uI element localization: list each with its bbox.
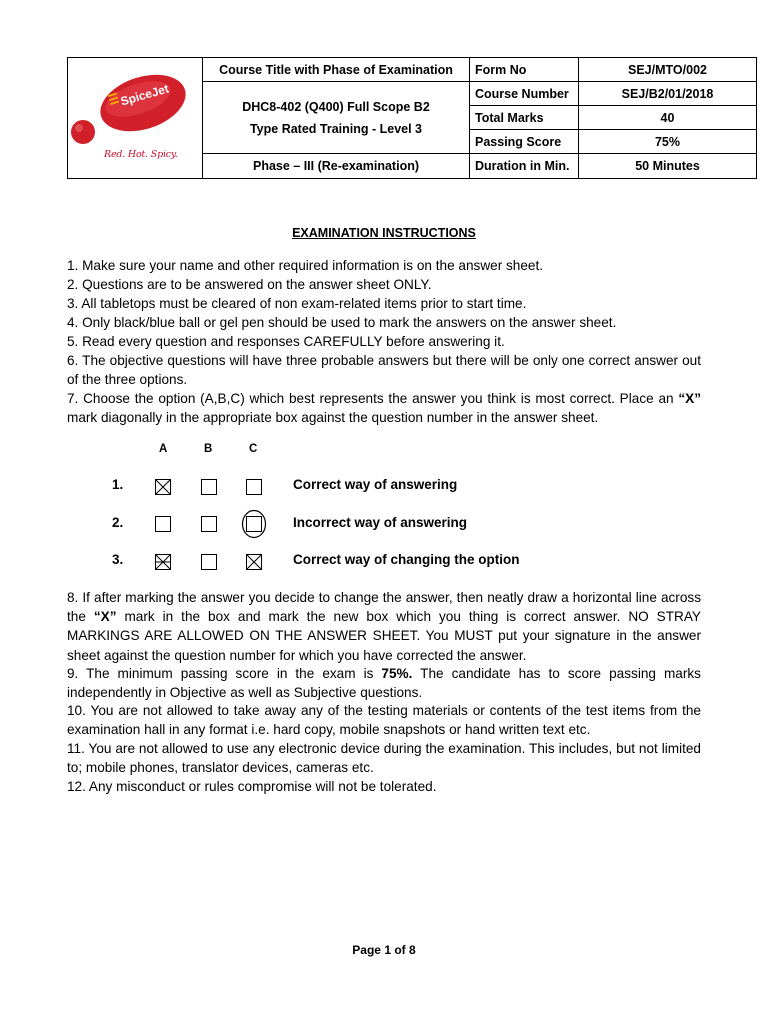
column-b-label: B [204,443,213,455]
page-label: Page [352,943,381,957]
passing-score-label: Passing Score [475,134,562,149]
logo-icon [68,58,202,178]
duration-label: Duration in Min. [475,159,570,173]
instruction-2: 2. Questions are to be answered on the answer sheet ONLY. [67,277,432,292]
checkbox-crossed-struck-icon [155,554,171,570]
logo-brand: SpiceJet [119,81,171,109]
instruction-11: 11. You are not allowed to use any electronic device during the examination. This includes, but not limited to; mobile phones, translator devices, cameras etc. [67,741,701,776]
course-line-2: Type Rated Training - Level 3 [249,121,423,136]
instruction-8-text-a: 8. If after marking the answer you decide to change the answer, then neatly draw a horizontal line across the [67,590,701,625]
of-label: of [394,943,406,957]
course-line-1: DHC8-402 (Q400) Full Scope B2 [242,99,430,114]
instruction-10: 10. You are not allowed to take away any of the testing materials or contents of the test items from the examination hall in any format i.e. hard copy, mobile snapshots or hand written text etc. [67,703,701,738]
example-row-2-number: 2. [112,515,124,530]
instruction-3: 3. All tabletops must be cleared of non exam-related items prior to start time. [67,296,527,311]
course-number-label: Course Number [475,86,569,101]
checkbox-empty-icon [201,516,217,532]
instruction-7 [67,389,701,427]
example-row-1-label: Correct way of answering [293,477,458,492]
instructions-title: EXAMINATION INSTRUCTIONS [292,226,476,240]
column-c-label: C [249,443,258,455]
page-current: 1 [384,943,391,957]
page-total: 8 [409,943,416,957]
duration-value: 50 Minutes [635,159,700,173]
phase-value: Phase – III (Re-examination) [252,159,420,173]
course-number-value: SEJ/B2/01/2018 [621,86,714,101]
instruction-8-text-b: mark in the box and mark the new box which you thing is correct answer. NO STRAY MARKINGS ARE ALLOWED ON THE ANSWER SHEET. You MUST put your signature in the answer sheet against the question number for which you have corrected the answer. [67,609,701,663]
instruction-8 [67,588,701,665]
instruction-7-text-a: 7. Choose the option (A,B,C) which best represents the answer you think is most correct. Place an [67,391,679,406]
checkbox-circled-icon [241,509,267,539]
checkbox-empty-icon [155,516,171,532]
instruction-8-x: “X” [93,609,117,625]
form-no-label: Form No [475,62,527,77]
example-row-1-number: 1. [112,477,124,492]
instruction-9-text-b: The candidate has to score passing marks independently in Objective as well as Subjective questions. [67,666,701,701]
instruction-7-text-b: mark diagonally in the appropriate box against the question number in the answer sheet. [67,410,599,426]
column-a-label: A [159,443,168,455]
course-title-value [203,82,469,153]
instruction-6: 6. The objective questions will have three probable answers but there will be only one correct answer out of the three options. [67,353,701,388]
total-marks-label: Total Marks [475,110,544,125]
example-row-3-label: Correct way of changing the option [293,552,520,567]
checkbox-empty-icon [201,554,217,570]
checkbox-empty-icon [201,479,217,495]
instruction-1: 1. Make sure your name and other required information is on the answer sheet. [67,258,544,273]
checkbox-empty-icon [246,479,262,495]
instruction-7-x: “X” [678,391,701,406]
total-marks-value: 40 [660,110,675,125]
example-row-3-number: 3. [112,552,124,567]
instruction-9 [67,664,701,702]
instruction-5: 5. Read every question and responses CAREFULLY before answering it. [67,334,505,349]
instruction-4: 4. Only black/blue ball or gel pen should be used to mark the answers on the answer sheet. [67,315,617,330]
instruction-9-score: 75%. [381,666,413,681]
form-no-value: SEJ/MTO/002 [628,62,707,77]
spicejet-logo [68,58,202,178]
example-row-2-label: Incorrect way of answering [293,515,468,530]
instruction-9-text-a: 9. The minimum passing score in the exam is [67,666,382,681]
course-title-label: Course Title with Phase of Examination [219,62,453,77]
checkbox-crossed-icon [155,479,171,495]
header-table [67,57,757,179]
logo-tagline: Red. Hot. Spicy. [104,149,178,160]
page-number [0,943,768,957]
passing-score-value: 75% [654,134,681,149]
checkbox-crossed-icon [246,554,262,570]
instruction-12: 12. Any misconduct or rules compromise will not be tolerated. [67,779,437,794]
